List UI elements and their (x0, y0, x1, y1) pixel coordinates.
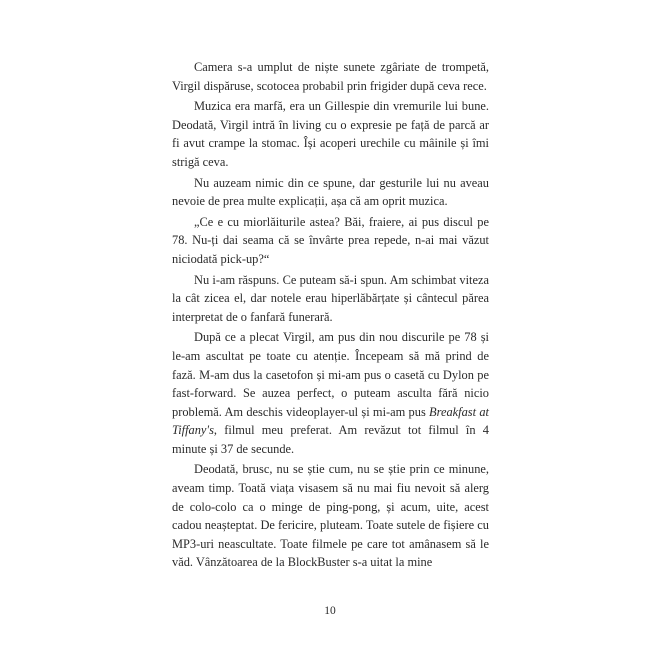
paragraph-3-text: Nu auzeam nimic din ce spune, dar gesturile lui nu aveau nevoie de prea multe explicații, așa că am oprit muzica. (172, 175, 489, 209)
paragraph-5-text: Nu i-am răspuns. Ce puteam să-i spun. Am schimbat viteza la cât zicea el, dar notele erau hiperlăbărțate și cântecul părea interpretat de o fanfară funerară. (172, 272, 489, 324)
paragraph-1-text: Camera s-a umplut de niște sunete zgâriate de trompetă, Virgil dispăruse, scotocea probabil prin frigider după ceva rece. (172, 60, 489, 93)
paragraph-5 (172, 271, 489, 327)
paragraph-1 (172, 58, 489, 95)
paragraph-6-text-a: După ce a plecat Virgil, am pus din nou discurile pe 78 și le-am ascultat pe toate cu atenție. Începeam să mă prind de fază. M-am dus la casetofon și mi-am pus o casetă cu Dylon pe fast-forward. Se auzea perfect, o puteam asculta fără nicio problemă. Am deschis videoplayer-ul și mi-am pus (172, 330, 489, 419)
paragraph-4 (172, 213, 489, 269)
body-text (172, 58, 489, 574)
paragraph-7 (172, 460, 489, 572)
paragraph-7-text: Deodată, brusc, nu se știe cum, nu se știe prin ce minune, aveam timp. Toată viața visasem să nu mai fiu nevoit să alerg de colo-colo ca o minge de ping-pong, și acum, uite, acest cadou neașteptat. De fericire, pluteam. Toate sutele de fișiere cu MP3-uri neascultate. Toate filmele pe care tot amânasem să le văd. Vânzătoarea de la BlockBuster s-a uitat la mine (172, 462, 489, 570)
page-number: 10 (324, 605, 336, 617)
film-title: Breakfast at Tiffany's (172, 404, 489, 438)
paragraph-6-text-b: , filmul meu preferat. Am revăzut tot filmul în 4 minute și 37 de secunde. (172, 423, 489, 456)
paragraph-3 (172, 174, 489, 211)
paragraph-2-text: Muzica era marfă, era un Gillespie din vremurile lui bune. Deodată, Virgil intră în living cu o expresie pe față de parcă ar fi avut crampe la stomac. Își acoperi urechile cu mâinile și îmi strigă ceva. (172, 99, 489, 169)
paragraph-4-text: „Ce e cu miorlăiturile astea? Băi, fraiere, ai pus discul pe 78. Nu-ți dai seama că se învârte prea repede, n-ai mai văzut niciodată pick-up?“ (172, 214, 489, 266)
paragraph-6 (172, 328, 489, 458)
paragraph-2 (172, 97, 489, 171)
